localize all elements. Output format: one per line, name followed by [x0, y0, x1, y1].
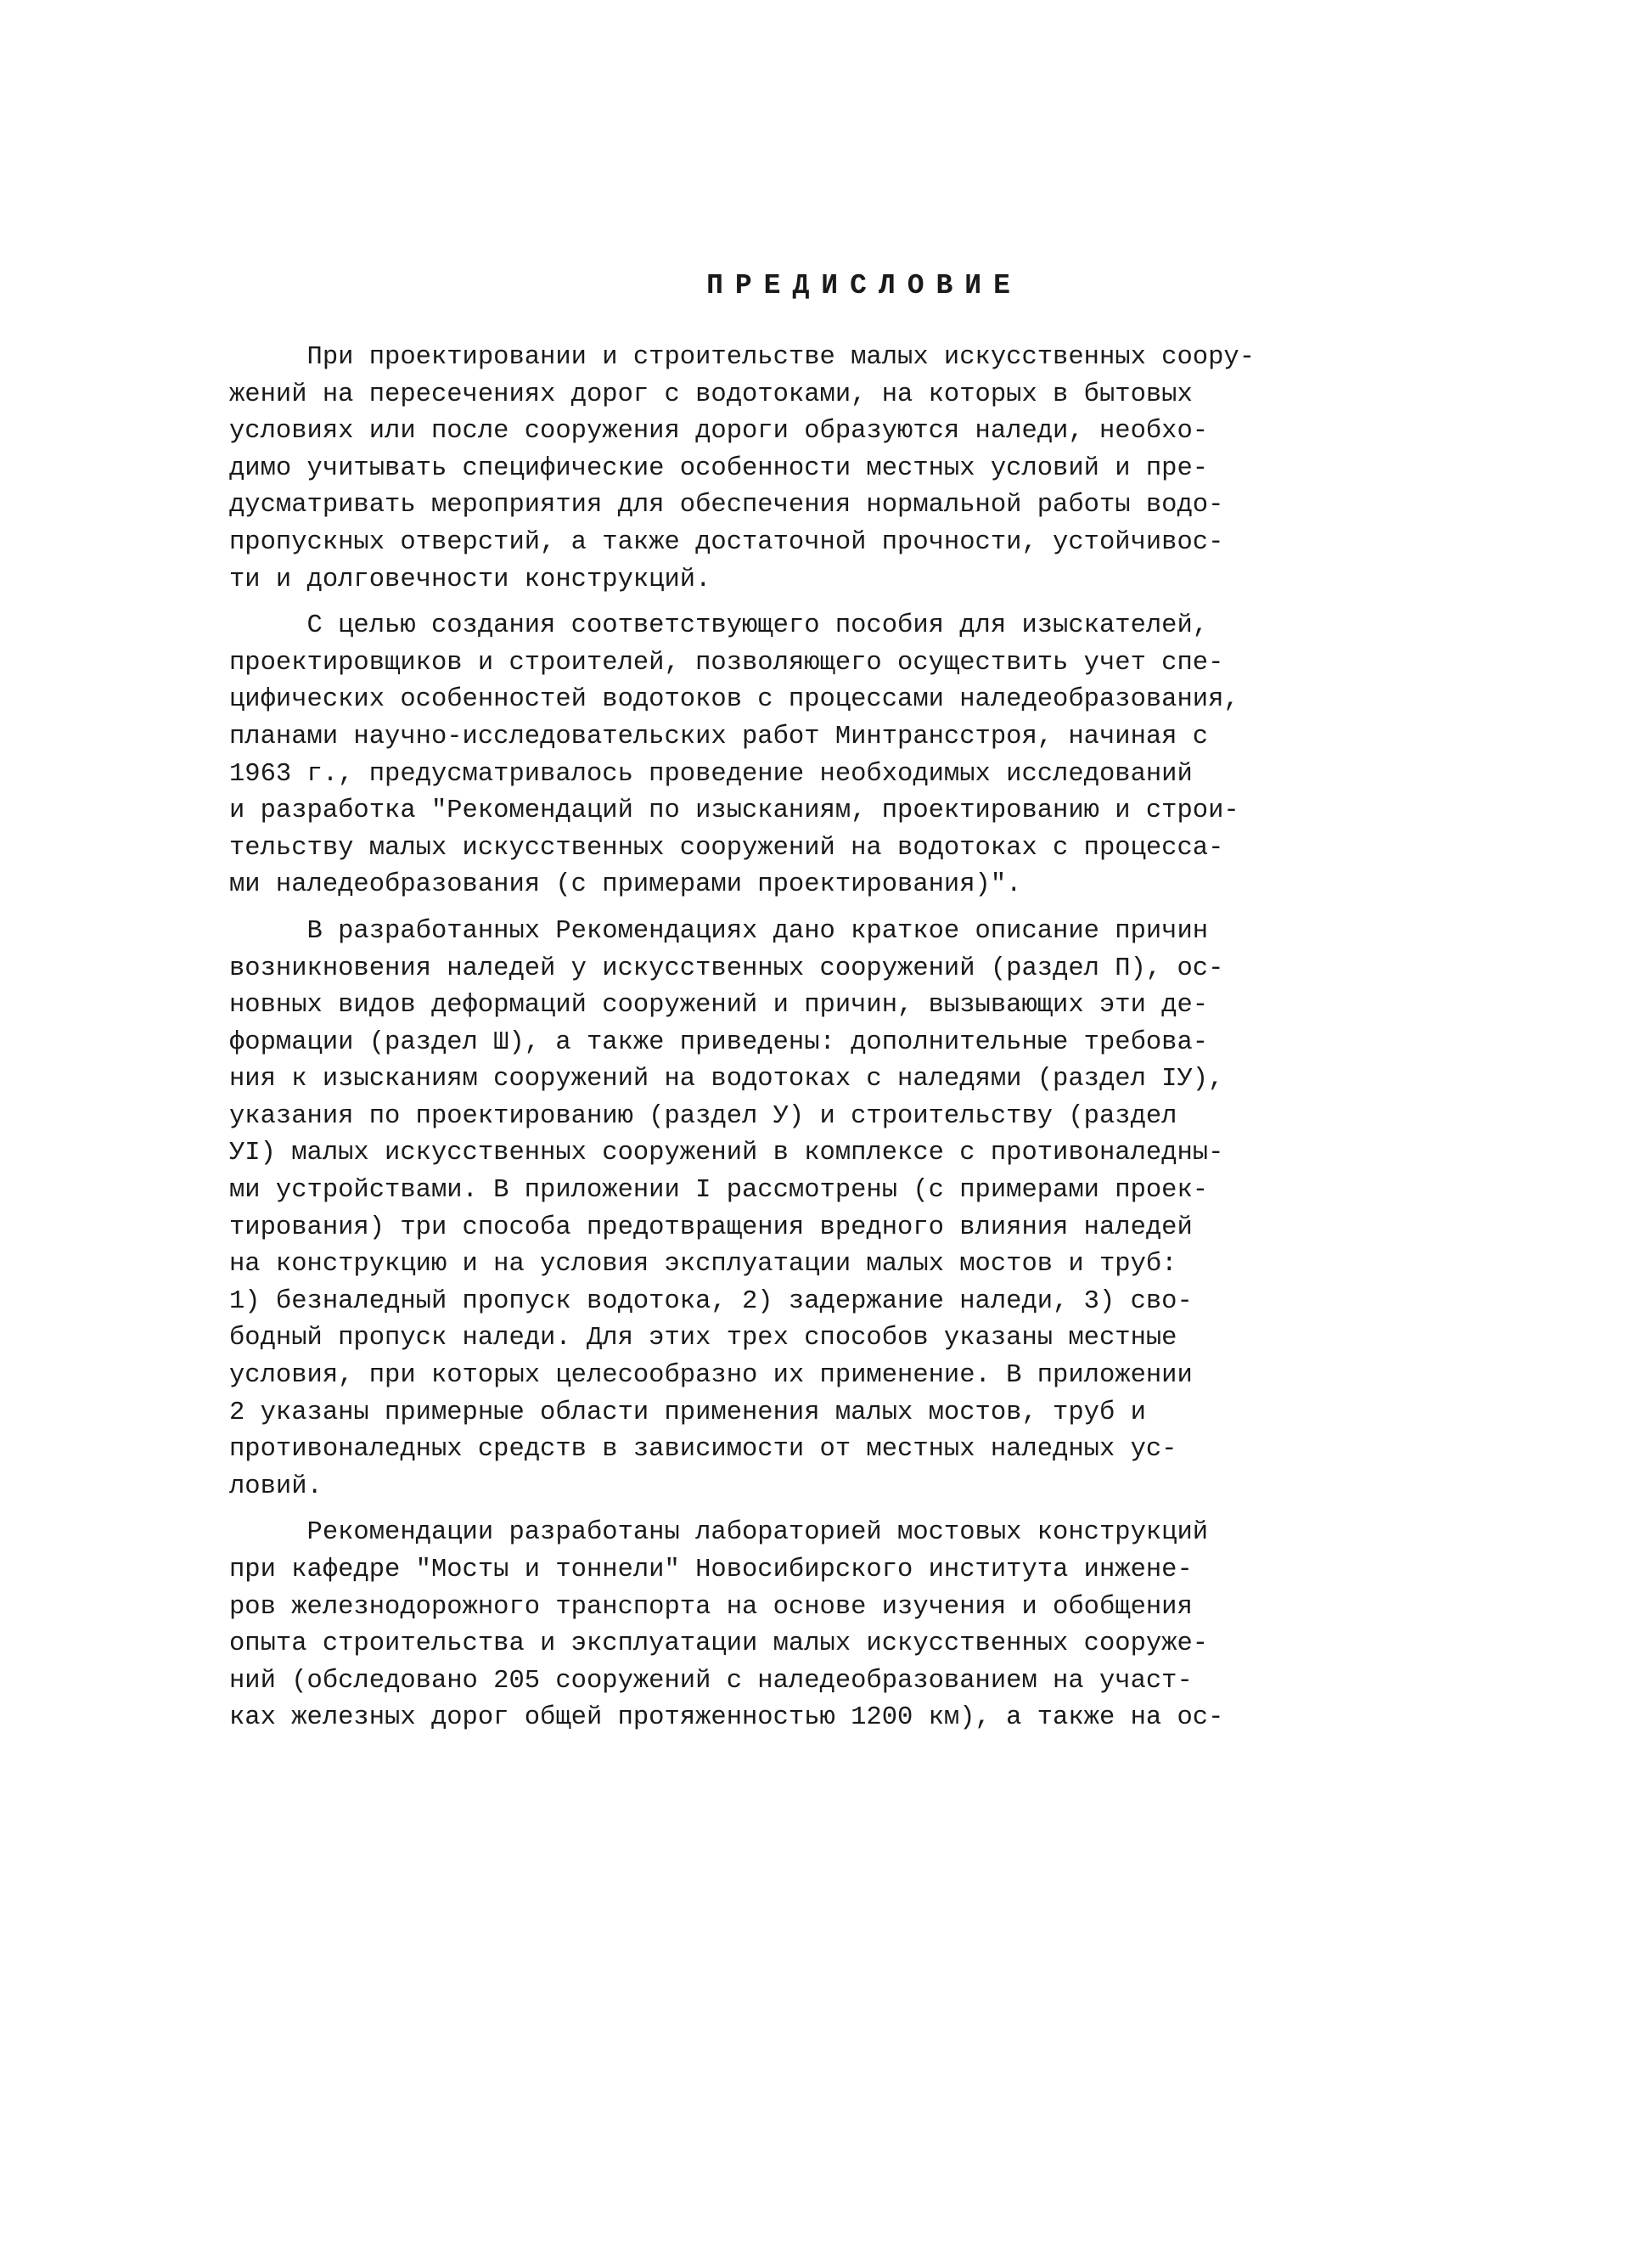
- text-line: ний (обследовано 205 сооружений с наледеобразованием на участ-: [229, 1666, 1193, 1696]
- text-line: 1) безналедный пропуск водотока, 2) задержание наледи, 3) сво-: [229, 1286, 1193, 1316]
- text-line: цифических особенностей водотоков с процессами наледеобразования,: [229, 685, 1239, 715]
- text-line: ловий.: [229, 1471, 323, 1501]
- text-line: В разработанных Рекомендациях дано краткое описание причин: [229, 916, 1209, 946]
- text-line: дусматривать мероприятия для обеспечения нормальной работы водо-: [229, 491, 1224, 520]
- preface-body: [229, 340, 1255, 1737]
- text-line: указания по проектированию (раздел У) и строительству (раздел: [229, 1101, 1177, 1131]
- paragraph: [229, 914, 1231, 1506]
- text-line: планами научно-исследовательских работ Минтрансстроя, начиная с: [229, 722, 1209, 751]
- text-line: новных видов деформаций сооружений и причин, вызывающих эти де-: [229, 991, 1209, 1021]
- text-line: ми устройствами. В приложении I рассмотрены (с примерами проек-: [229, 1176, 1209, 1206]
- text-line: УI) малых искусственных сооружений в комплексе с противоналедны-: [229, 1139, 1224, 1168]
- text-line: условиях или после сооружения дороги образуются наледи, необхо-: [229, 417, 1209, 447]
- text-line: пропускных отверстий, а также достаточной прочности, устойчивос-: [229, 527, 1224, 557]
- text-line: 1963 г., предусматривалось проведение необходимых исследований: [229, 759, 1193, 789]
- text-line: Рекомендации разработаны лабораторией мостовых конструкций: [229, 1518, 1209, 1548]
- paragraph: [229, 608, 1239, 904]
- text-line: ках железных дорог общей протяженностью 1200 км), а также на ос-: [229, 1703, 1224, 1733]
- text-line: опыта строительства и эксплуатации малых искусственных сооруже-: [229, 1629, 1209, 1659]
- text-line: и разработка "Рекомендаций по изысканиям, проектированию и строи-: [229, 796, 1239, 826]
- page-title: ПРЕДИСЛОВИЕ: [706, 270, 1022, 301]
- text-line: жений на пересечениях дорог с водотоками, на которых в бытовых: [229, 380, 1193, 409]
- text-line: ми наледеобразования (с примерами проектирования)".: [229, 870, 1022, 900]
- text-line: При проектировании и строительстве малых искусственных соору-: [229, 343, 1255, 372]
- text-line: возникновения наледей у искусственных сооружений (раздел П), ос-: [229, 954, 1224, 983]
- text-line: тирования) три способа предотвращения вредного влияния наледей: [229, 1213, 1193, 1242]
- text-line: формации (раздел Ш), а также приведены: дополнительные требова-: [229, 1027, 1209, 1057]
- text-line: при кафедре "Мосты и тоннели" Новосибирского института инжене-: [229, 1556, 1193, 1584]
- text-line: ров железнодорожного транспорта на основе изучения и обобщения: [229, 1592, 1193, 1622]
- text-line: на конструкцию и на условия эксплуатации малых мостов и труб:: [229, 1250, 1177, 1280]
- text-line: условия, при которых целесообразно их применение. В приложении: [229, 1361, 1193, 1391]
- text-line: ния к изысканиям сооружений на водотоках с наледями (раздел IУ),: [229, 1065, 1224, 1094]
- text-line: димо учитывать специфические особенности местных условий и пре-: [229, 453, 1209, 483]
- paragraph: [229, 1515, 1231, 1737]
- text-line: С целью создания соответствующего пособия для изыскателей,: [229, 611, 1209, 641]
- text-line: проектировщиков и строителей, позволяющего осуществить учет спе-: [229, 648, 1224, 678]
- text-line: ти и долговечности конструкций.: [229, 565, 711, 594]
- text-line: тельству малых искусственных сооружений на водотоках с процесса-: [229, 833, 1224, 863]
- text-line: противоналедных средств в зависимости от местных наледных ус-: [229, 1435, 1177, 1465]
- paragraph: [229, 340, 1255, 599]
- text-line: 2 указаны примерные области применения малых мостов, труб и: [229, 1398, 1146, 1427]
- text-line: бодный пропуск наледи. Для этих трех способов указаны местные: [229, 1324, 1177, 1353]
